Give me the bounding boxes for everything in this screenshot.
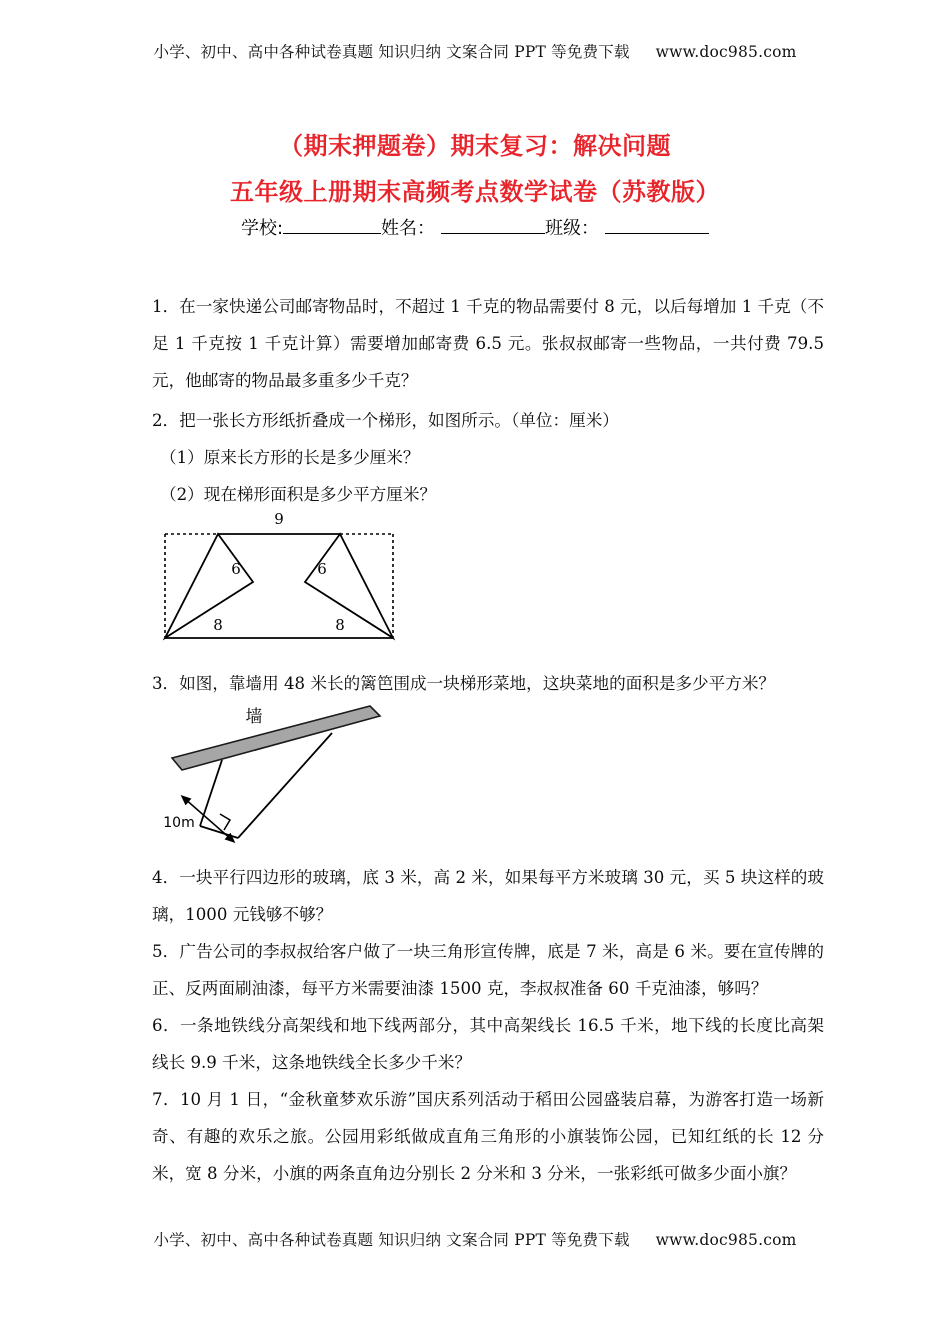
running-footer [0,1228,950,1250]
question-7: 7．10 月 1 日，“金秋童梦欢乐游”国庆系列活动于稻田公园盛装启幕，为游客打造一场新奇、有趣的欢乐之旅。公园用彩纸做成直角三角形的小旗装饰公园，已知红纸的长 12 分米，宽 8 分米，小旗的两条直角边分别长 2 分米和 3 分米，一张彩纸可做多少面小旗？ [152,1090,824,1183]
running-footer-text: 小学、初中、高中各种试卷真题 知识归纳 文案合同 PPT 等免费下载 [153,1231,630,1249]
running-header [0,40,950,62]
school-label: 学校: [240,218,284,239]
page-title-line1: （期末押题卷）期末复习：解决问题 [279,132,671,160]
running-header-text: 小学、初中、高中各种试卷真题 知识归纳 文案合同 PPT 等免费下载 [153,43,630,61]
school-blank[interactable] [283,218,381,234]
question-6: 6．一条地铁线分高架线和地下线两部分，其中高架线长 16.5 千米，地下线的长度比高架线长 9.9 千米，这条地铁线全长多少千米？ [152,1016,824,1072]
name-blank[interactable] [441,218,545,234]
figure-folded-rectangle [150,508,420,650]
question-2-sub-1: （1）原来长方形的长是多少厘米？ [160,448,420,467]
figure-wall-fence [163,700,470,850]
fold-label-left-outer: 8 [213,616,223,634]
fold-label-top: 9 [274,510,284,528]
wall-bar [172,706,380,770]
question-1: 1．在一家快递公司邮寄物品时，不超过 1 千克的物品需要付 8 元，以后每增加 1 千克（不足 1 千克按 1 千克计算）需要增加邮寄费 6.5 元。张叔叔邮寄一些物品，一共付费 79.5 元，他邮寄的物品最多重多少千克？ [152,297,824,390]
question-2: 2．把一张长方形纸折叠成一个梯形，如图所示。（单位：厘米） [152,411,619,430]
question-4: 4．一块平行四边形的玻璃，底 3 米，高 2 米，如果每平方米玻璃 30 元，买 5 块这样的玻璃，1000 元钱够不够？ [152,868,824,924]
question-5: 5．广告公司的李叔叔给客户做了一块三角形宣传牌，底是 7 米，高是 6 米。要在宣传牌的正、反两面刷油漆，每平方米需要油漆 1500 克，李叔叔准备 60 千克油漆，够吗？ [152,942,824,998]
fence-left-side [200,760,222,826]
fold-triangle-left [165,534,253,638]
fold-label-left-inner: 6 [231,560,241,578]
question-2-sub-2: （2）现在梯形面积是多少平方厘米？ [160,485,437,504]
name-label: 姓名： [381,218,436,239]
page-title-line2: 五年级上册期末高频考点数学试卷（苏教版） [230,178,720,206]
fold-triangle-right [305,534,393,638]
class-label: 班级： [545,218,600,239]
running-header-url: www.doc985.com [655,43,797,61]
fold-label-right-outer: 8 [335,616,345,634]
wall-label: 墙 [245,707,263,727]
fold-label-right-inner: 6 [317,560,327,578]
class-blank[interactable] [605,218,709,234]
height-label: 10m [163,815,195,831]
student-info-line [0,214,950,240]
question-3: 3．如图，靠墙用 48 米长的篱笆围成一块梯形菜地，这块菜地的面积是多少平方米？ [152,674,776,693]
running-footer-url: www.doc985.com [655,1231,797,1249]
right-angle-marker [220,814,230,830]
